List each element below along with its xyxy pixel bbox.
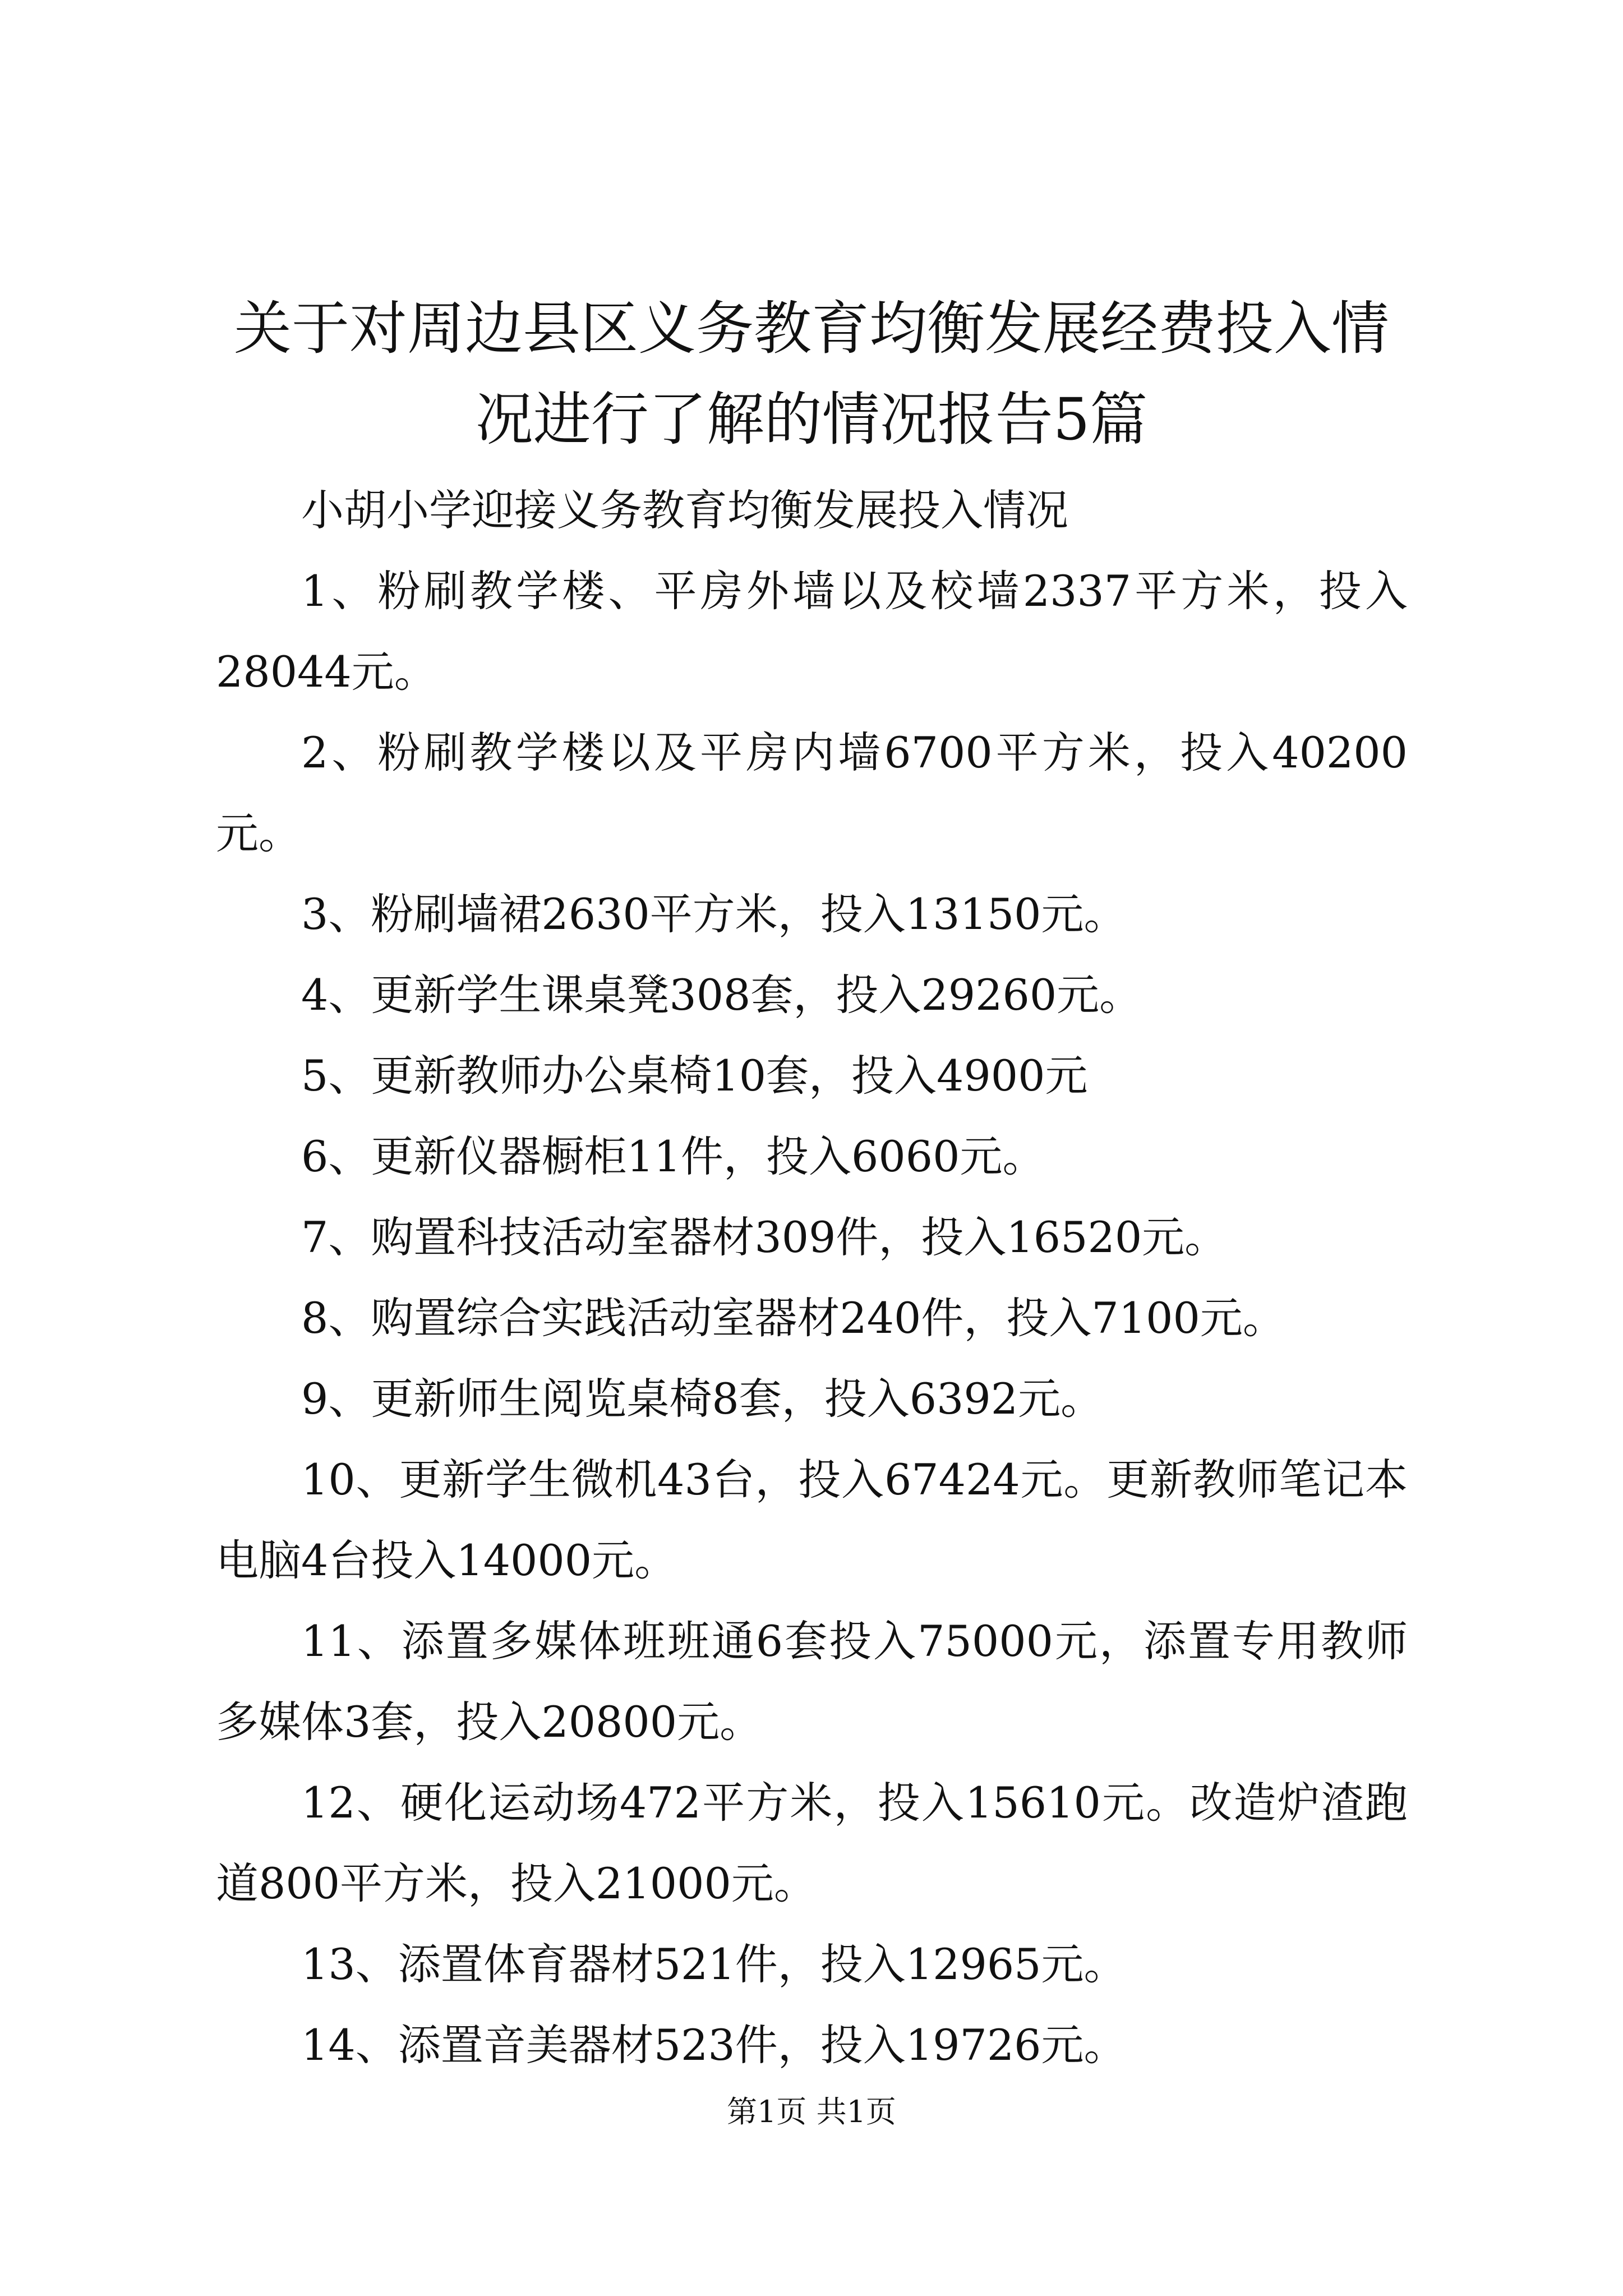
- document-title: [213, 283, 1410, 465]
- list-item: 4、更新学生课桌凳308套，投入29260元。: [301, 970, 1142, 1020]
- page-footer: [0, 2092, 1623, 2132]
- list-item: 6、更新仪器橱柜11件，投入6060元。: [301, 1131, 1045, 1181]
- section-subtitle: 小胡小学迎接义务教育均衡发展投入情况: [301, 485, 1068, 535]
- list-item: 5、更新教师办公桌椅10套，投入4900元: [301, 1051, 1088, 1101]
- page-number-label: 第1页 共1页: [727, 2094, 896, 2129]
- list-item: 13、添置体育器材521件，投入12965元。: [301, 1939, 1127, 1989]
- list-item: 9、更新师生阅览桌椅8套，投入6392元。: [301, 1374, 1104, 1424]
- list-item: 11、添置多媒体班班通6套投入75000元，添置专用教师多媒体3套，投入20800元。: [216, 1616, 1408, 1747]
- list-item: 8、购置综合实践活动室器材240件，投入7100元。: [301, 1293, 1285, 1343]
- document-title-line-1: 关于对周边县区义务教育均衡发展经费投入情: [234, 295, 1389, 362]
- list-item: 7、购置科技活动室器材309件，投入16520元。: [301, 1212, 1228, 1262]
- list-item: 10、更新学生微机43台，投入67424元。更新教师笔记本电脑4台投入14000元。: [216, 1455, 1408, 1585]
- list-item: 14、添置音美器材523件，投入19726元。: [301, 2020, 1127, 2070]
- list-item: 2、粉刷教学楼以及平房内墙6700平方米，投入40200元。: [216, 728, 1408, 858]
- document-title-line-2: 况进行了解的情况报告5篇: [475, 386, 1148, 453]
- list-item: 3、粉刷墙裙2630平方米，投入13150元。: [301, 889, 1127, 939]
- list-item: 12、硬化运动场472平方米，投入15610元。改造炉渣跑道800平方米，投入21000元。: [216, 1778, 1408, 1908]
- document-body: [216, 470, 1408, 2086]
- list-item: 1、粉刷教学楼、平房外墙以及校墙2337平方米，投入28044元。: [216, 566, 1408, 697]
